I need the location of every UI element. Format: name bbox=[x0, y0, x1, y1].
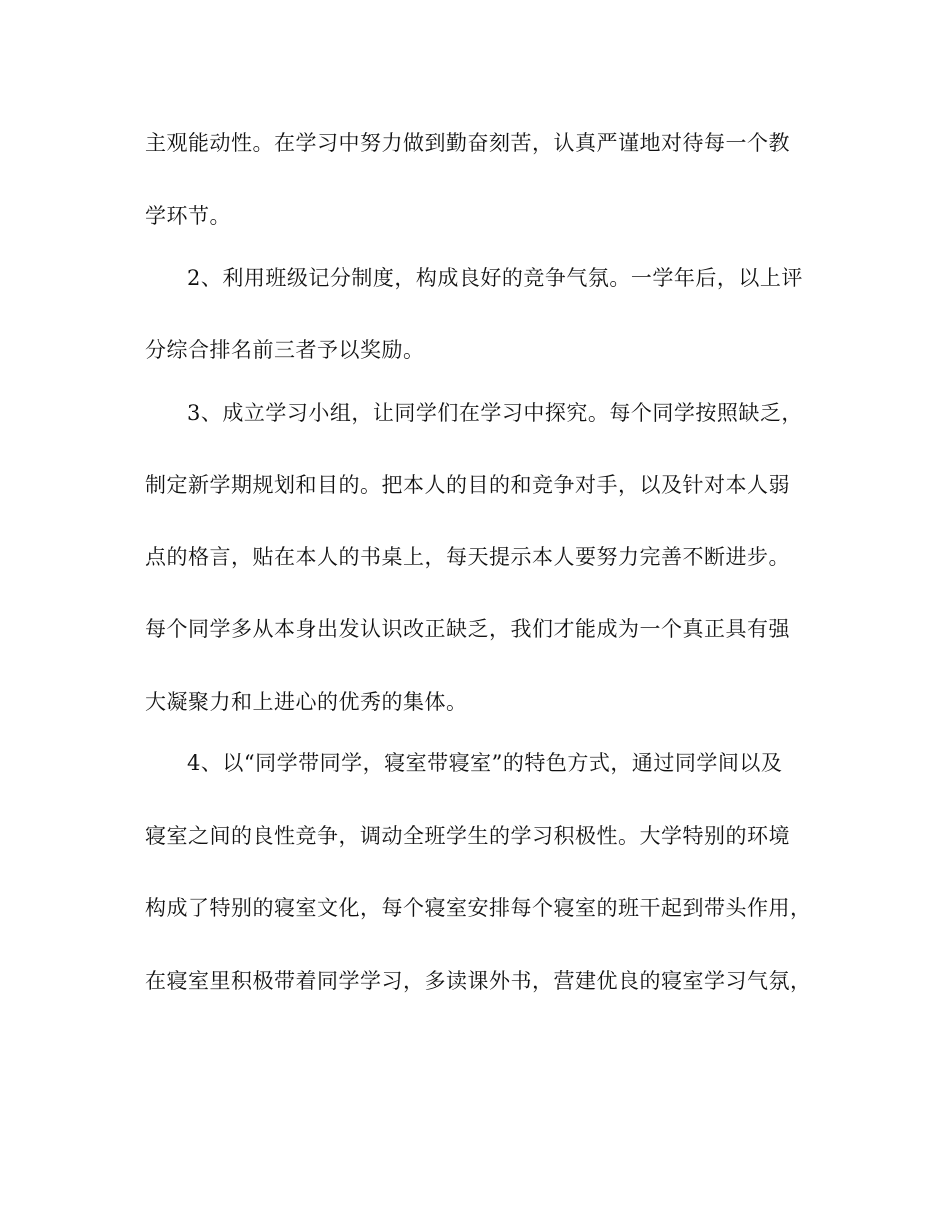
text-line-8: 每个同学多从本身出发认识改正缺乏，我们才能成为一个真正具有强 bbox=[145, 617, 790, 641]
text-line-6: 制定新学期规划和目的。把本人的目的和竞争对手，以及针对本人弱 bbox=[145, 473, 790, 497]
text-line-10: 4、以“同学带同学，寝室带寝室”的特色方式，通过同学间以及 bbox=[187, 751, 783, 775]
text-line-11: 寝室之间的良性竞争，调动全班学生的学习积极性。大学特别的环境 bbox=[145, 824, 790, 848]
text-line-7: 点的格言，贴在本人的书桌上，每天提示本人要努力完善不断进步。 bbox=[145, 545, 790, 569]
text-line-4: 分综合排名前三者予以奖励。 bbox=[145, 338, 425, 362]
text-line-13: 在寝室里积极带着同学学习，多读课外书，营建优良的寝室学习气氛， bbox=[145, 969, 812, 993]
text-line-9: 大凝聚力和上进心的优秀的集体。 bbox=[145, 690, 468, 714]
text-line-3: 2、利用班级记分制度，构成良好的竞争气氛。一学年后，以上评 bbox=[187, 266, 803, 290]
text-line-1: 主观能动性。在学习中努力做到勤奋刻苦，认真严谨地对待每一个教 bbox=[145, 131, 790, 155]
text-line-5: 3、成立学习小组，让同学们在学习中探究。每个同学按照缺乏， bbox=[187, 401, 803, 425]
text-line-12: 构成了特别的寝室文化，每个寝室安排每个寝室的班干起到带头作用， bbox=[145, 896, 812, 920]
text-line-2: 学环节。 bbox=[145, 204, 231, 228]
